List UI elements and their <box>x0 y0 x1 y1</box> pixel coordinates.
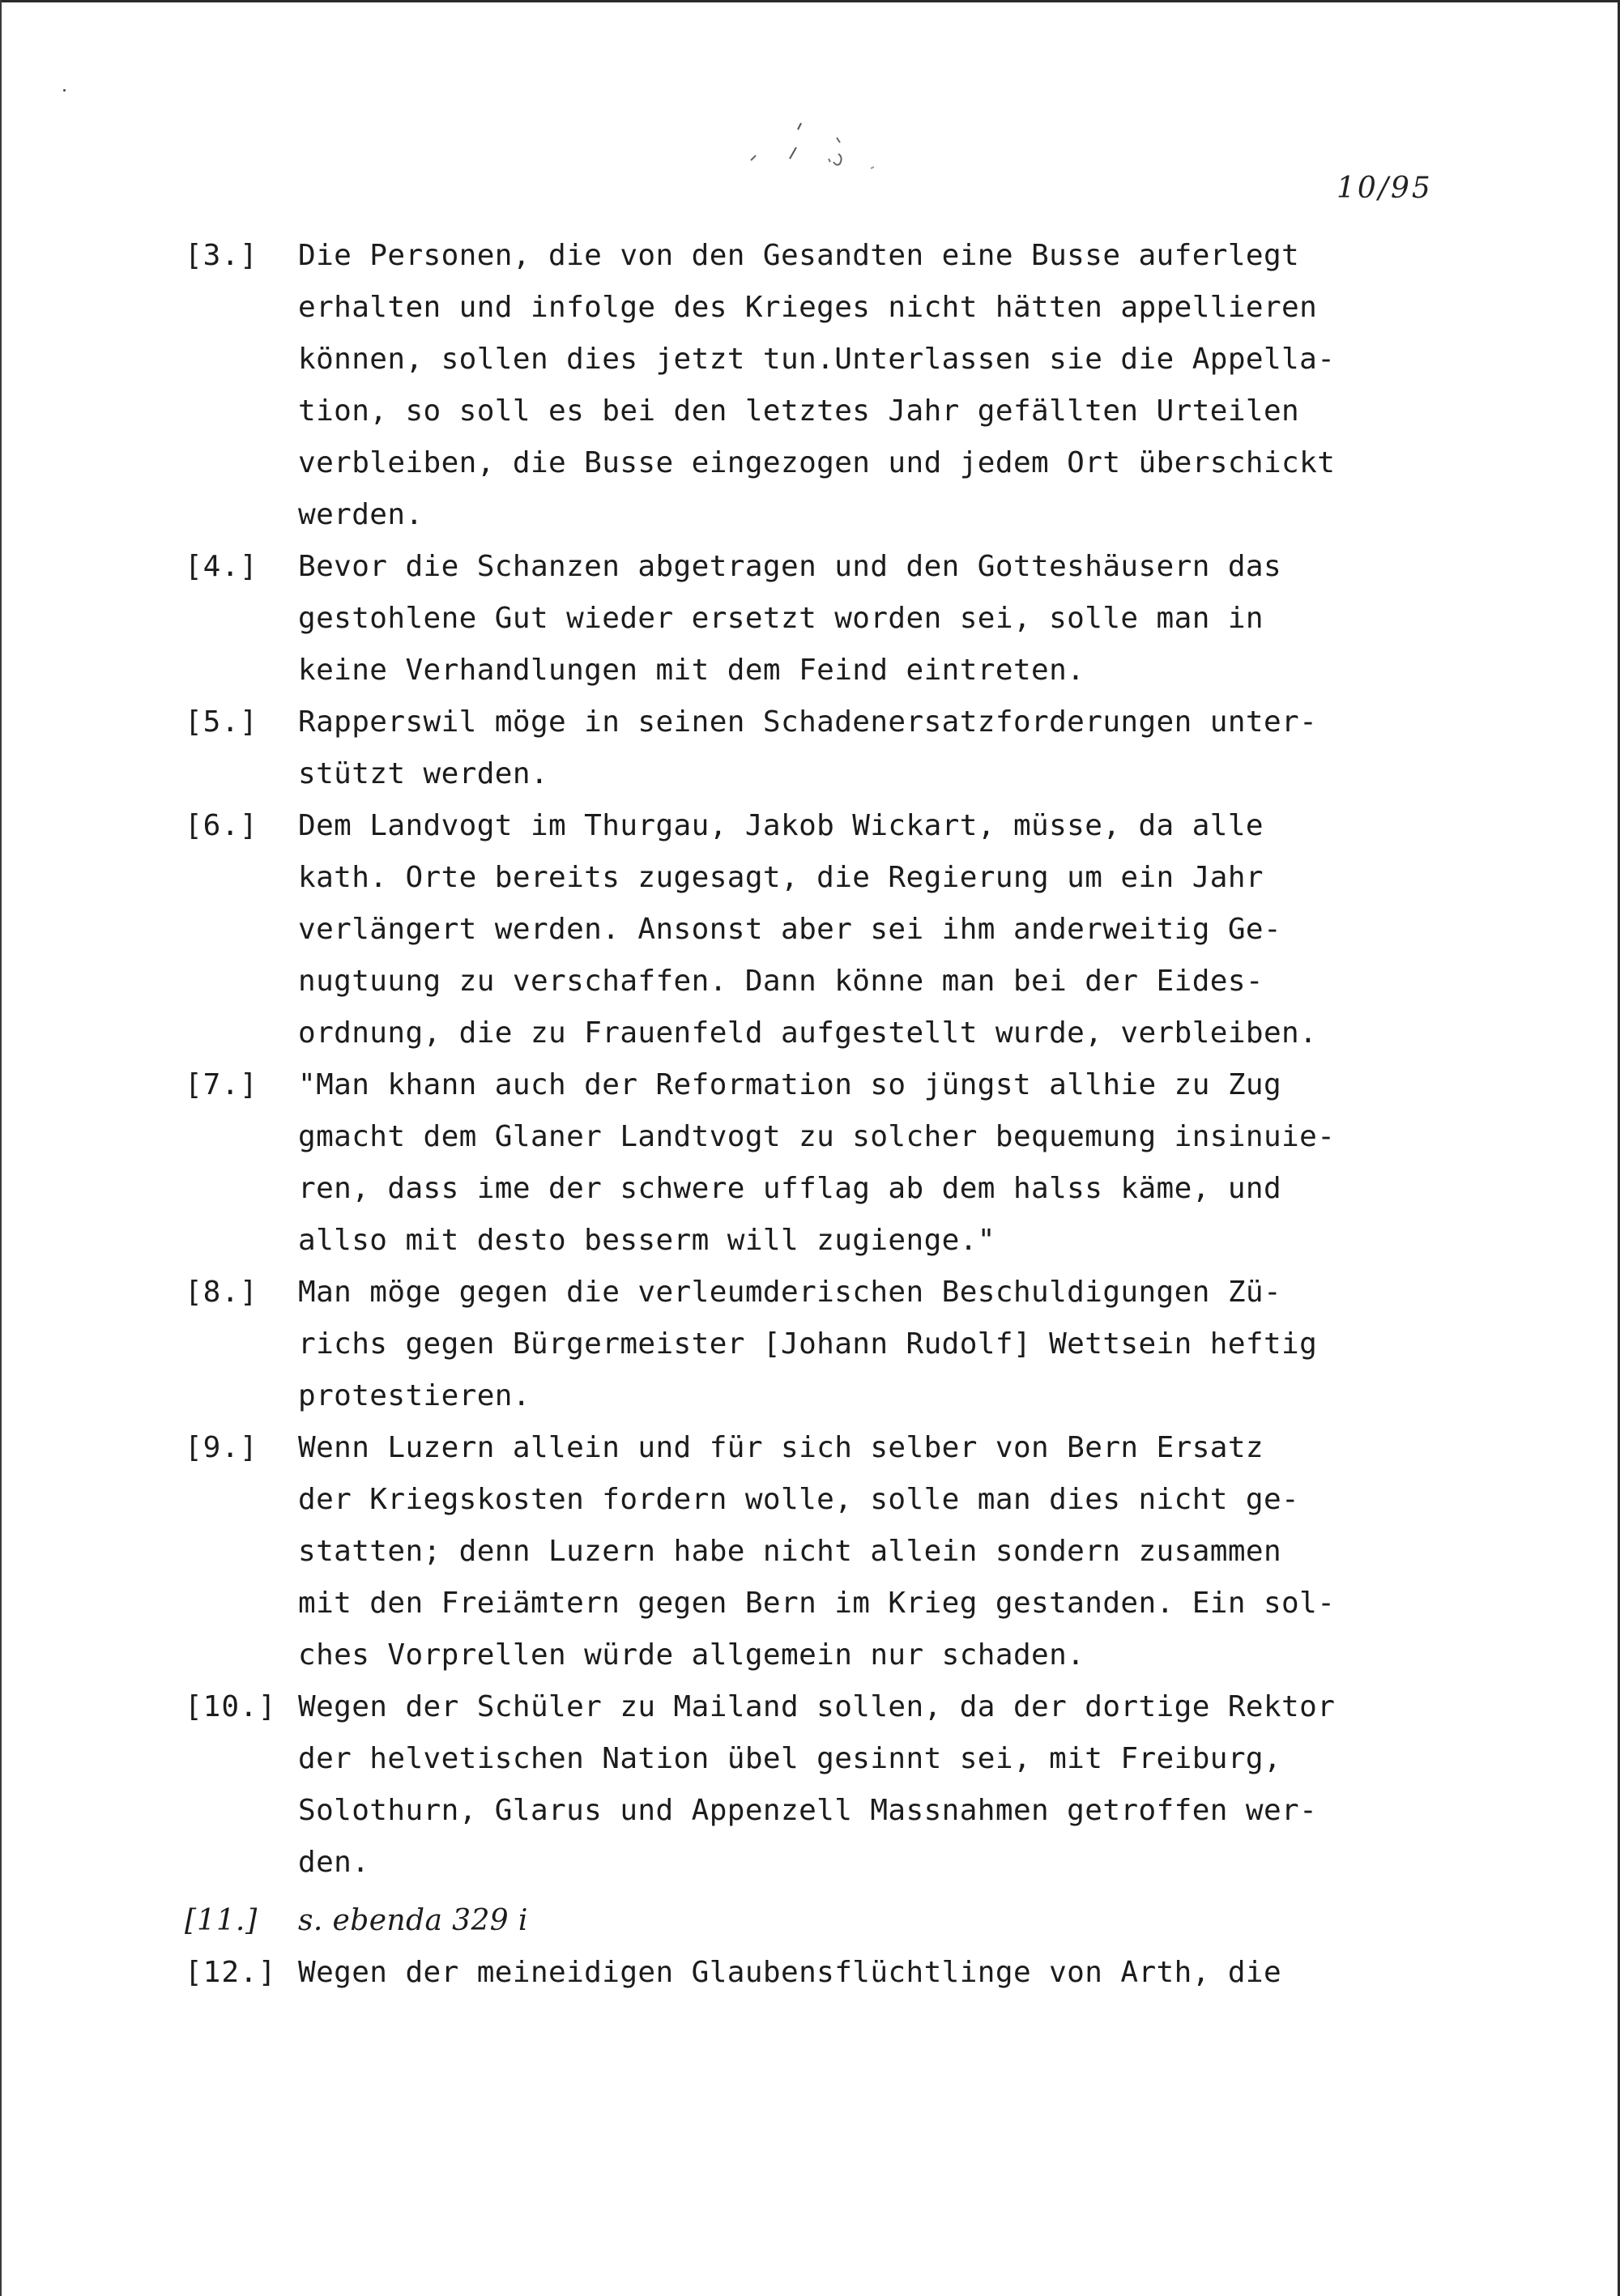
scan-edge-top <box>0 0 1620 2</box>
paragraph-number: [9.] <box>185 1431 258 1464</box>
text-line: können, sollen dies jetzt tun.Unterlassen sie die Appella- <box>298 343 1336 376</box>
paragraph-text <box>298 800 1456 1059</box>
paragraph-number: [10.] <box>185 1690 277 1723</box>
text-line: Solothurn, Glarus und Appenzell Massnahmen getroffen wer- <box>298 1794 1318 1827</box>
text-line: s. ebenda 329 i <box>298 1904 528 1937</box>
paragraph-entry <box>185 1895 1481 1947</box>
text-line: protestieren. <box>298 1379 531 1412</box>
text-line: Rapperswil möge in seinen Schadenersatzforderungen unter- <box>298 705 1318 739</box>
text-line: Wegen der meineidigen Glaubensflüchtlinge von Arth, die <box>298 1956 1282 1989</box>
text-line: mit den Freiämtern gegen Bern im Krieg gestanden. Ein sol- <box>298 1587 1336 1620</box>
text-line: Wenn Luzern allein und für sich selber von Bern Ersatz <box>298 1431 1264 1464</box>
text-line: Man möge gegen die verleumderischen Beschuldigungen Zü- <box>298 1276 1282 1309</box>
paragraph-entry <box>185 230 1481 541</box>
paragraph-number: [12.] <box>185 1956 277 1989</box>
text-line: ordnung, die zu Frauenfeld aufgestellt wurde, verbleiben. <box>298 1016 1318 1050</box>
paragraph-entry <box>185 1947 1481 1999</box>
text-line: ches Vorprellen würde allgemein nur schaden. <box>298 1638 1085 1672</box>
text-line: verbleiben, die Busse eingezogen und jedem Ort überschickt <box>298 446 1336 479</box>
paragraph-list <box>185 230 1481 1999</box>
paragraph-number: [3.] <box>185 239 258 272</box>
text-line: gmacht dem Glaner Landtvogt zu solcher bequemung insinuie- <box>298 1120 1336 1153</box>
text-line: kath. Orte bereits zugesagt, die Regierung um ein Jahr <box>298 861 1264 894</box>
paragraph-number: [6.] <box>185 809 258 842</box>
text-line: nugtuung zu verschaffen. Dann könne man bei der Eides- <box>298 965 1264 998</box>
paragraph-text <box>298 1895 1456 1947</box>
paragraph-number: [5.] <box>185 705 258 739</box>
paragraph-entry <box>185 1267 1481 1422</box>
text-line: werden. <box>298 498 424 531</box>
text-line: tion, so soll es bei den letztes Jahr gefällten Urteilen <box>298 394 1300 428</box>
scan-speck <box>63 89 66 92</box>
paragraph-text <box>298 696 1456 800</box>
text-line: verlängert werden. Ansonst aber sei ihm anderweitig Ge- <box>298 913 1282 946</box>
scan-edge-left <box>0 0 2 2296</box>
page-number: 10/95 <box>1336 172 1433 205</box>
text-line: ren, dass ime der schwere ufflag ab dem halss käme, und <box>298 1172 1282 1205</box>
text-line: keine Verhandlungen mit dem Feind eintreten. <box>298 654 1085 687</box>
paragraph-number: [4.] <box>185 550 258 583</box>
paragraph-entry <box>185 1422 1481 1681</box>
text-line: der helvetischen Nation übel gesinnt sei, mit Freiburg, <box>298 1742 1282 1775</box>
paragraph-text <box>298 230 1456 541</box>
text-line: gestohlene Gut wieder ersetzt worden sei, solle man in <box>298 602 1264 635</box>
text-line: Bevor die Schanzen abgetragen und den Gotteshäusern das <box>298 550 1282 583</box>
text-line: richs gegen Bürgermeister [Johann Rudolf] Wettsein heftig <box>298 1327 1318 1361</box>
paragraph-number: [8.] <box>185 1276 258 1309</box>
paragraph-entry <box>185 696 1481 800</box>
paragraph-text <box>298 541 1456 696</box>
paragraph-number: [7.] <box>185 1068 258 1101</box>
paragraph-entry <box>185 1681 1481 1889</box>
paragraph-text <box>298 1059 1456 1267</box>
text-line: "Man khann auch der Reformation so jüngst allhie zu Zug <box>298 1068 1282 1101</box>
text-line: den. <box>298 1846 370 1879</box>
paragraph-entry <box>185 800 1481 1059</box>
paragraph-text <box>298 1422 1456 1681</box>
paragraph-number: [11.] <box>185 1904 258 1937</box>
paragraph-text <box>298 1947 1456 1999</box>
paragraph-text <box>298 1681 1456 1889</box>
text-line: Die Personen, die von den Gesandten eine Busse auferlegt <box>298 239 1300 272</box>
text-line: der Kriegskosten fordern wolle, solle man dies nicht ge- <box>298 1483 1300 1516</box>
paragraph-entry <box>185 1059 1481 1267</box>
text-line: erhalten und infolge des Krieges nicht hätten appellieren <box>298 291 1318 324</box>
text-line: Wegen der Schüler zu Mailand sollen, da der dortige Rektor <box>298 1690 1336 1723</box>
text-line: stützt werden. <box>298 757 549 790</box>
paragraph-entry <box>185 541 1481 696</box>
pencil-mark <box>741 112 903 185</box>
text-line: Dem Landvogt im Thurgau, Jakob Wickart, müsse, da alle <box>298 809 1264 842</box>
text-line: statten; denn Luzern habe nicht allein sondern zusammen <box>298 1535 1282 1568</box>
paragraph-text <box>298 1267 1456 1422</box>
text-line: allso mit desto besserm will zugienge." <box>298 1224 995 1257</box>
